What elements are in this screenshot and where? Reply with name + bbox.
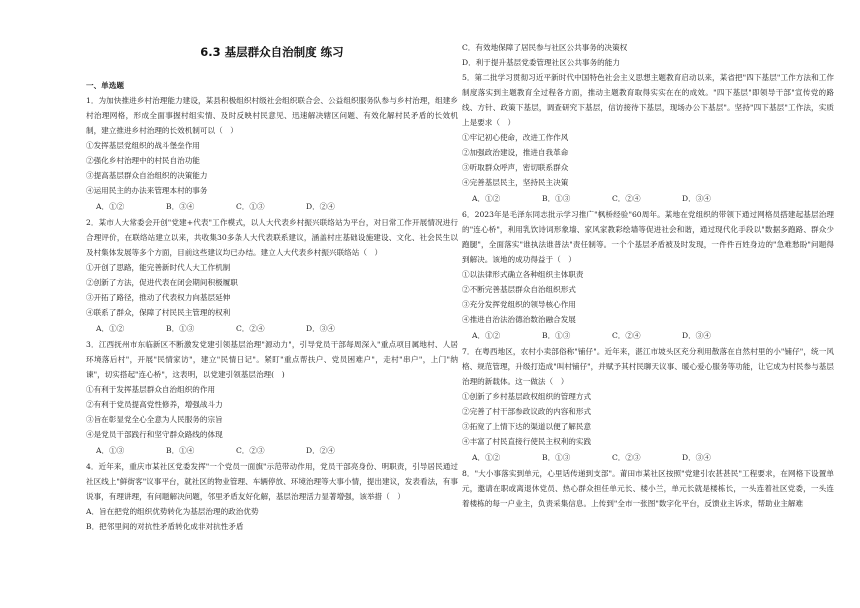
- option-statement: ②创新了方法，促进代表在闭会期间积极履职: [86, 278, 238, 287]
- option-statement: ④完善基层民主，坚持民主决策: [462, 178, 569, 187]
- question-block: [462, 207, 834, 343]
- option-statement: A．旨在把党的组织优势转化为基层治理的政治优势: [86, 507, 259, 516]
- answer-choices: [462, 450, 834, 465]
- option-statement: ①发挥基层党组织的战斗堡垒作用: [86, 141, 200, 150]
- question-block: [86, 93, 458, 214]
- answer-choice[interactable]: A．①②: [96, 202, 125, 211]
- question-stem: 3．江西抚州市东临新区不断激发党建引领基层治理"源动力"，引导党员干部每周深入"重点项目属地村、人居环境落后村"，开展"民情家访"，建立"民情日记"。紧盯"重点帮扶户、党员困难户"，走村"串户"，上门"纳谏"，切实搭起"连心桥"，这表明，以党建引领基层治理( ): [86, 340, 458, 379]
- option-statement: ①创新了乡村基层政权组织的管理方式: [462, 392, 592, 401]
- question-stem: 4．近年来，重庆市某社区党委发挥"一个党员一面旗"示范带动作用，党员干部亮身份、明职责，引导居民通过社区线上"鲜街客"议事平台，就社区的物业管理、车辆停放、环境治理等大事小情，提出建议，发表看法，有事说事，有理讲理，有问题解决问题，邻里矛盾友好化解，基层治理活力显著增强，该举措（ ）: [86, 462, 458, 501]
- option-statement: ④丰富了村民直接行使民主权利的实践: [462, 437, 592, 446]
- option-statement: ②有利于党员提高党性修养，增强战斗力: [86, 400, 223, 409]
- option-statement: ③拓宽了上情下达的渠道以便了解民意: [462, 422, 592, 431]
- question-stem: 5．第二批学习贯彻习近平新时代中国特色社会主义思想主题教育启动以来，某省把"四下基层"工作方法和工作制度落实到主题教育全过程各方面，推动主题教育取得实实在在的成效。"四下基层"即领导干部"宣传党的路线、方针、政策下基层，调查研究下基层，信访接待下基层，现场办公下基层"。坚持"四下基层"工作法，实质上是要求（ ）: [462, 73, 834, 127]
- answer-choice[interactable]: B．①③: [542, 331, 571, 340]
- answer-choice[interactable]: D．③④: [682, 194, 711, 203]
- option-statement: D．利于提升基层党委管理社区公共事务的能力: [462, 58, 620, 67]
- question-stem: 7．在粤西地区，农村小卖部俗称"铺仔"。近年来，湛江市坡头区充分利用散落在自然村里的小"铺仔"，统一风格、规范管理，升级打造成"叫村铺仔"，并赋予其村民聊天议事、暖心爱心服务等功能，让它成为村民参与基层治理的新载体。这一做法（ ）: [462, 347, 834, 386]
- option-statement: ②加强政治建设，推进自我革命: [462, 148, 569, 157]
- question-block: [462, 40, 834, 70]
- question-block: [86, 337, 458, 458]
- option-statement: ③开拓了路径，推动了代表权力向基层延伸: [86, 293, 231, 302]
- option-statement: ①开创了思路，能完善新时代人大工作机制: [86, 263, 231, 272]
- answer-choice[interactable]: D．②④: [306, 202, 335, 211]
- answer-choice[interactable]: A．①②: [96, 324, 125, 333]
- answer-choice[interactable]: C．①③: [236, 202, 265, 211]
- question-block: [86, 459, 458, 534]
- answer-choice[interactable]: D．③④: [306, 324, 335, 333]
- option-statement: ②完善了村干部参政议政的内容和形式: [462, 407, 592, 416]
- question-block: [86, 215, 458, 336]
- left-column: [86, 58, 458, 534]
- question-block: [462, 70, 834, 206]
- option-statement: ①牢记初心使命，改进工作作风: [462, 133, 569, 142]
- option-statement: C．有效地保障了居民参与社区公共事务的决策权: [462, 43, 628, 52]
- answer-choice[interactable]: C．②④: [612, 331, 641, 340]
- left-question-list: [86, 93, 458, 534]
- question-stem: 6．2023年是毛泽东同志批示学习推广"枫桥经验"60周年。某地在党组织的带领下通过网格员搭建起基层治理的"连心桥"，利用乳饮诗词形象墙、家风家教彩绘墙等促进社会和谐，通过现代化手段以"数据多跑路、群众少跑腿"，全面落实"谁执法谁普法"责任制等。一个个基层矛盾被及时发现，一件件百姓身边的"急难愁盼"问题得到解决。该地的成功得益于（ ）: [462, 210, 834, 264]
- answer-choice[interactable]: B．①③: [166, 324, 195, 333]
- answer-choice[interactable]: A．①②: [472, 194, 501, 203]
- answer-choices: [86, 321, 458, 336]
- answer-choice[interactable]: A．①②: [472, 453, 501, 462]
- page-title: 6.3 基层群众自治制度 练习: [200, 45, 344, 59]
- question-stem: 2．某市人大常委会开创"党建+代表"工作模式，以人大代表乡村振兴联络站为平台，对日常工作开展情况进行合理评价，在联络站建立以来，共收集30多条人大代表联系建议，涵盖村庄基础设施建设、文化、社会民生以及村集体发展等多个方面，目前这些建议均已办结。建立人大代表乡村振兴联络站（ ）: [86, 218, 458, 257]
- answer-choice[interactable]: B．③④: [166, 202, 195, 211]
- option-statement: ②不断完善基层群众自治组织形式: [462, 285, 576, 294]
- question-block: [462, 344, 834, 465]
- answer-choice[interactable]: C．②③: [236, 446, 265, 455]
- question-block: [462, 466, 834, 511]
- option-statement: ④运用民主的办法来管理本村的事务: [86, 186, 208, 195]
- answer-choice[interactable]: D．③④: [682, 331, 711, 340]
- question-stem: 1．为加快推进乡村治理能力建设，某县积极组织村级社会组织联合会、公益组织服务队参与乡村治理，组建乡村治理网格，形成全面事握村组实情、及时反映村民意见、迅速解决辖区问题、有效化解村民矛盾的长效机制，建立推进乡村治理的长效机制可以（ ）: [86, 96, 458, 135]
- option-statement: ④是党员干部践行和坚守群众路线的体现: [86, 430, 223, 439]
- answer-choice[interactable]: C．②③: [612, 453, 641, 462]
- answer-choice[interactable]: A．①③: [96, 446, 125, 455]
- answer-choices: [86, 199, 458, 214]
- option-statement: ④联系了群众，保障了村民民主管理的权利: [86, 308, 231, 317]
- answer-choice[interactable]: D．②④: [306, 446, 335, 455]
- right-question-list: [462, 40, 834, 511]
- option-statement: B．把邻里间的对抗性矛盾转化成非对抗性矛盾: [86, 522, 244, 531]
- answer-choice[interactable]: B．①③: [542, 194, 571, 203]
- answer-choice[interactable]: B．①③: [542, 453, 571, 462]
- option-statement: ②强化乡村治理中的村民自治功能: [86, 156, 200, 165]
- option-statement: ③旨在彰显党全心全意为人民服务的宗旨: [86, 415, 223, 424]
- option-statement: ③提高基层群众自治组织的决策能力: [86, 171, 208, 180]
- answer-choice[interactable]: C．②④: [612, 194, 641, 203]
- right-column: [462, 40, 834, 511]
- option-statement: ③充分发挥党组织的领导核心作用: [462, 300, 576, 309]
- answer-choice[interactable]: B．①④: [166, 446, 195, 455]
- answer-choices: [462, 328, 834, 343]
- section-heading: 一、单选题: [86, 81, 124, 90]
- answer-choice[interactable]: C．②④: [236, 324, 265, 333]
- option-statement: ①以法律形式确立各种组织主体职责: [462, 270, 584, 279]
- option-statement: ④推进自治法治德治数治融合发展: [462, 315, 576, 324]
- option-statement: ③听取群众呼声，密切联系群众: [462, 163, 569, 172]
- answer-choices: [86, 443, 458, 458]
- answer-choice[interactable]: D．③④: [682, 453, 711, 462]
- answer-choices: [462, 191, 834, 206]
- option-statement: ①有利于发挥基层群众自治组织的作用: [86, 385, 216, 394]
- answer-choice[interactable]: A．①②: [472, 331, 501, 340]
- question-stem: 8．"大小事落实到单元，心里话传递到支部"。莆田市某社区按照"党建引农甚甚民"工程要求，在网格下设置单元，邀请在职或离退休党员、热心群众担任单元长、楼小兰，单元长就是楼栋长，一头连着社区党委，一头连着楼栋的每一户业主，负责采集信息。上传到"全市一张图"数字化平台，反馈业主诉求，帮助业主解难: [462, 469, 834, 508]
